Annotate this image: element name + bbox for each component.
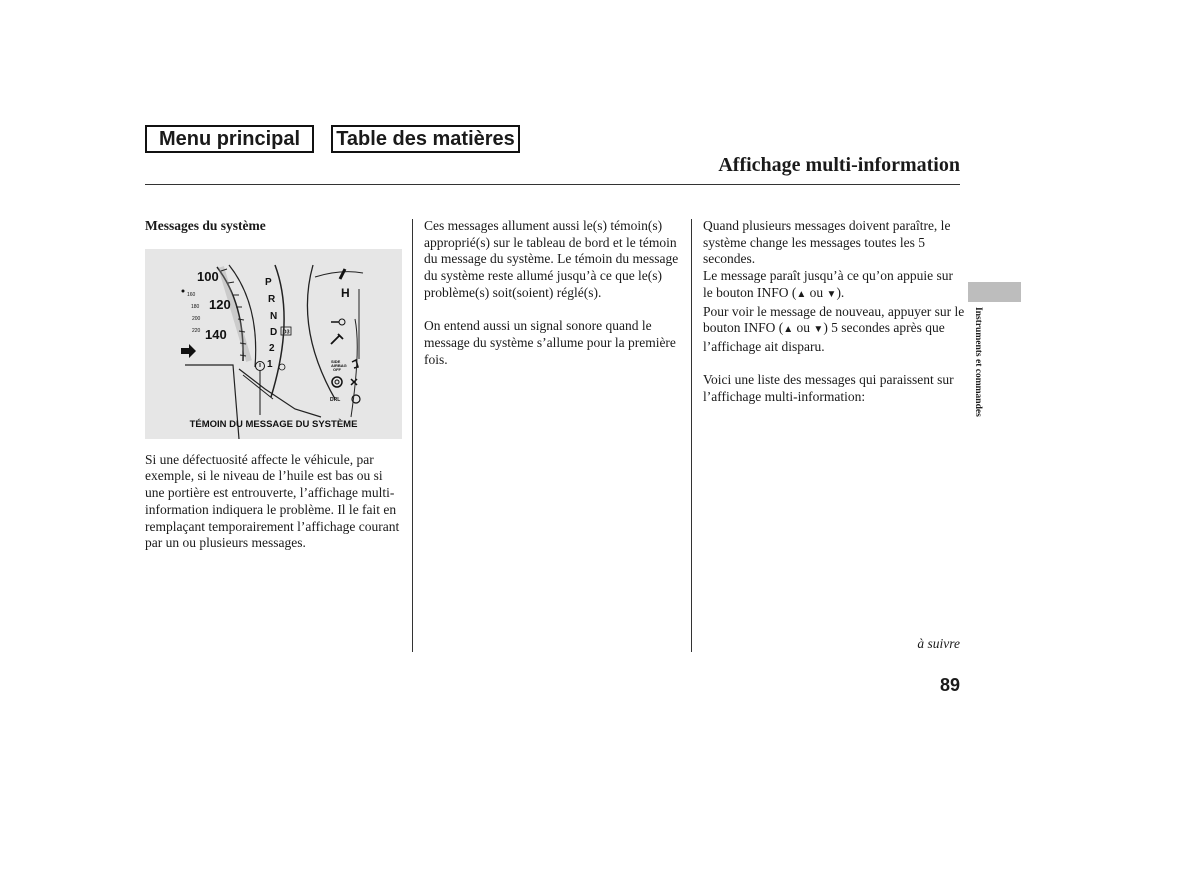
column-3 bbox=[703, 218, 965, 406]
text-span: Le message paraît jusqu’à ce qu’on appuie sur le bouton INFO ( bbox=[703, 268, 954, 300]
kmh-160-label: 160 bbox=[187, 291, 196, 298]
side-airbag-label-2: AIRBAG bbox=[331, 362, 347, 368]
column-1-paragraph: Si une défectuosité affecte le véhicule, par exemple, si le niveau de l’huile est bas ou si une portière est entrouverte, l’affichage multi-information indiquera le problème. Il le fait en remplaçant temporairement l’affichage courant par un ou plusieurs messages. bbox=[145, 451, 400, 551]
menu-principal-button[interactable]: Menu principal bbox=[145, 125, 314, 153]
column-divider bbox=[412, 219, 413, 652]
gear-d-label: D bbox=[270, 326, 278, 338]
brake-icon bbox=[332, 377, 342, 387]
column-divider bbox=[691, 219, 692, 652]
side-airbag-label-1: SIDE bbox=[331, 358, 341, 364]
gear-n-label: N bbox=[270, 310, 278, 322]
gear-1-label: 1 bbox=[267, 358, 273, 370]
gear-p-label: P bbox=[265, 276, 272, 288]
speed-120-label: 120 bbox=[209, 296, 231, 312]
kmh-220-label: 220 bbox=[192, 327, 201, 334]
text-span: ). bbox=[836, 284, 845, 300]
gear-d3-label: D3 bbox=[282, 329, 290, 336]
continued-label: à suivre bbox=[917, 636, 960, 651]
column-1 bbox=[145, 218, 402, 552]
down-arrow-icon: ▼ bbox=[826, 288, 837, 300]
key-icon bbox=[331, 319, 345, 325]
column-3-line-1: Quand plusieurs messages doivent paraître, le système change les messages toutes les 5 secondes. bbox=[703, 218, 951, 267]
column-3-paragraph-2: Voici une liste des messages qui paraissent sur l’affichage multi-information: bbox=[703, 372, 954, 405]
chapter-tab bbox=[968, 282, 1021, 302]
column-3-line-3 bbox=[703, 304, 965, 356]
down-arrow-icon: ▼ bbox=[813, 324, 824, 336]
figure-caption: TÉMOIN DU MESSAGE DU SYSTÈME bbox=[189, 418, 358, 430]
side-airbag-label-3: OFF bbox=[333, 366, 341, 372]
instrument-panel-figure bbox=[145, 249, 402, 439]
text-span: ou bbox=[806, 284, 827, 300]
column-3-line-2 bbox=[703, 268, 965, 303]
kmh-200-label: 200 bbox=[192, 315, 201, 322]
gear-2-label: 2 bbox=[269, 342, 275, 354]
turn-signal-arrow-icon bbox=[181, 344, 196, 358]
chapter-side-label: Instruments et commandes bbox=[973, 307, 983, 417]
column-2 bbox=[424, 218, 686, 368]
subheading: Messages du système bbox=[145, 218, 266, 233]
column-2-paragraph-2: On entend aussi un signal sonore quand le message du système s’allume pour la première fois. bbox=[424, 318, 676, 367]
instrument-cluster-illustration bbox=[145, 249, 402, 439]
up-arrow-icon: ▲ bbox=[783, 324, 794, 336]
speed-140-label: 140 bbox=[205, 326, 227, 342]
page-number: 89 bbox=[939, 675, 960, 695]
up-arrow-icon: ▲ bbox=[796, 288, 807, 300]
text-span: ou bbox=[793, 320, 814, 336]
text-span: ) 5 secondes après que l’affichage ait disparu. bbox=[703, 320, 945, 354]
gear-r-label: R bbox=[268, 293, 276, 305]
column-2-paragraph-1: Ces messages allument aussi le(s) témoin(s) approprié(s) sur le tableau de bord et le témoin du message du système. Le témoin du message du système reste allumé jusqu’à ce que le(s) problème(s) soit(soient) réglé(s). bbox=[424, 218, 679, 300]
drl-label: DRL bbox=[330, 396, 341, 403]
table-des-matieres-button[interactable]: Table des matières bbox=[331, 125, 520, 153]
section-title: Affichage multi-information bbox=[718, 154, 960, 176]
speed-100-label: 100 bbox=[197, 268, 219, 284]
airbag-icon bbox=[351, 379, 357, 385]
kmh-180-label: 180 bbox=[191, 303, 200, 310]
wrench-icon bbox=[331, 334, 343, 344]
header-rule bbox=[145, 184, 960, 185]
text-span: Pour voir le message de nouveau, appuyer sur le bouton INFO ( bbox=[703, 303, 965, 336]
temp-h-label: H bbox=[341, 285, 350, 300]
